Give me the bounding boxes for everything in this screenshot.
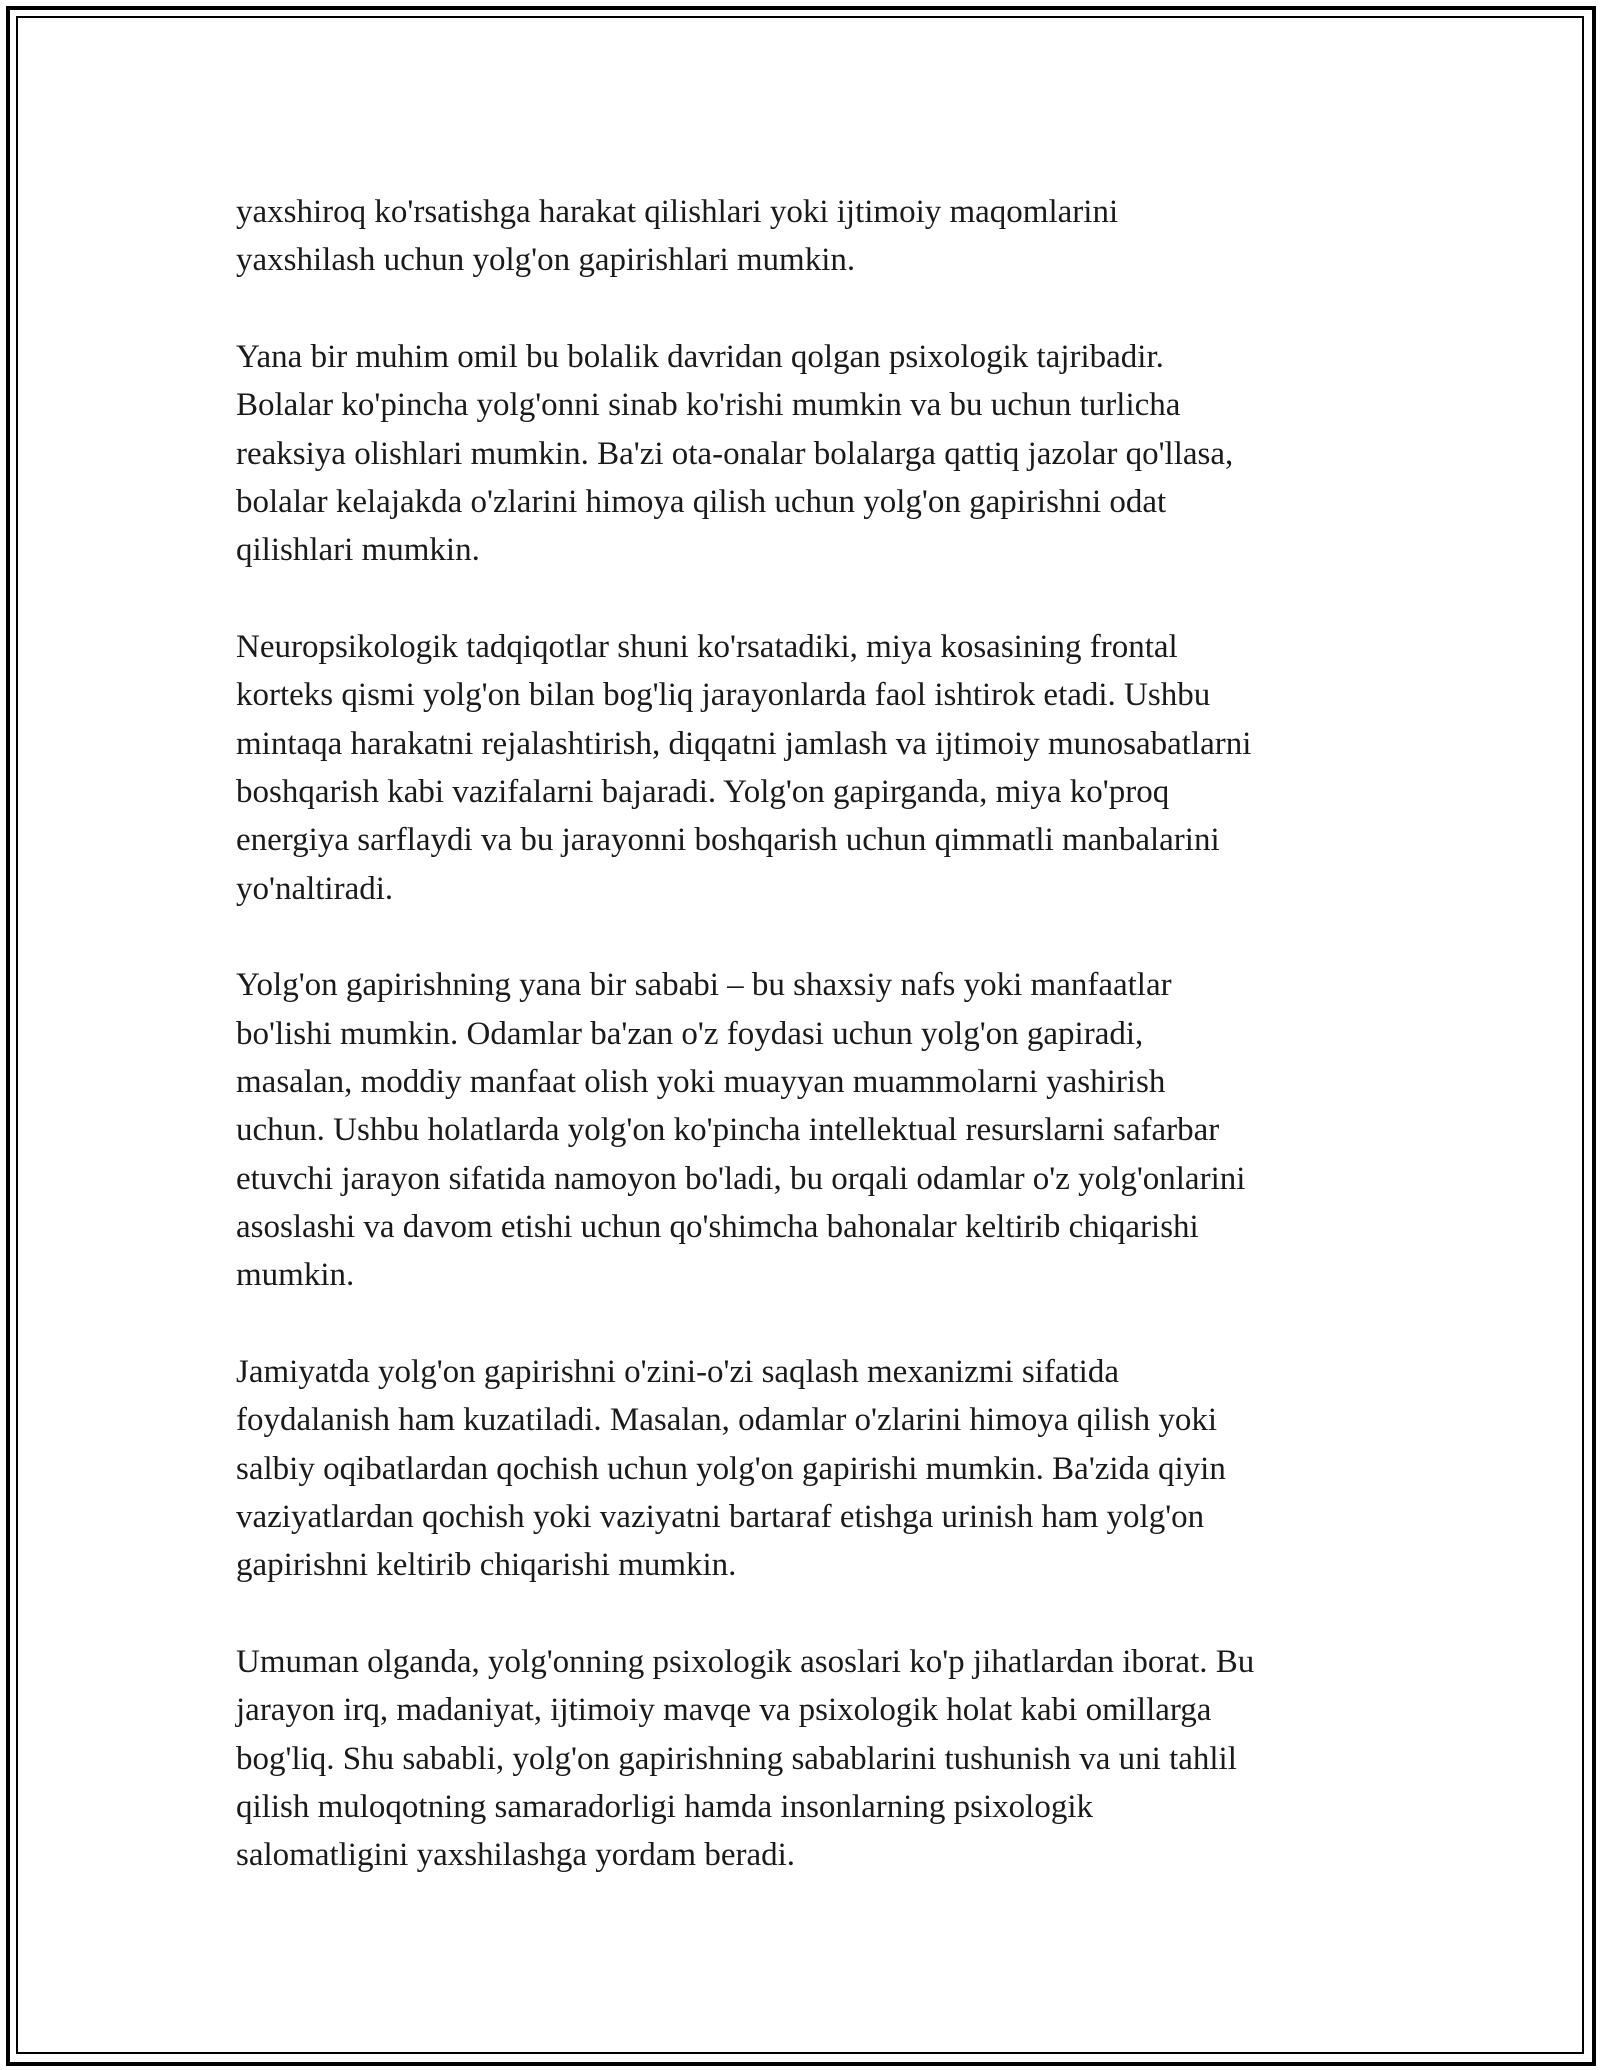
paragraph: Jamiyatda yolg'on gapirishni o'zini-o'zi saqlash mexanizmi sifatida foydalanish ham kuzatiladi. Masalan, odamlar o'zlarini himoya qilish yoki salbiy oqibatlardan qochish uchun yolg'on gapirishi mumkin. Ba'zida qiyin vaziyatlardan qochish yoki vaziyatni bartaraf etishga urinish ham yolg'on gapirishni keltirib chiqarishi mumkin. bbox=[236, 1353, 1226, 1584]
paragraph: yaxshiroq ko'rsatishga harakat qilishlari yoki ijtimoiy maqomlarini yaxshilash uchun yolg'on gapirishlari mumkin. bbox=[236, 194, 1119, 279]
paragraph: Yana bir muhim omil bu bolalik davridan qolgan psixologik tajribadir. Bolalar ko'pincha yolg'onni sinab ko'rishi mumkin va bu uchun turlicha reaksiya olishlari mumkin. Ba'zi ota-onalar bolalarga qattiq jazolar qo'llasa, bolalar kelajakda o'zlarini himoya qilish uchun yolg'on gapirishni odat qilishlari mumkin. bbox=[236, 339, 1234, 569]
paragraph: Yolg'on gapirishning yana bir sababi – bu shaxsiy nafs yoki manfaatlar bo'lishi mumkin. Odamlar ba'zan o'z foydasi uchun yolg'on gapiradi, masalan, moddiy manfaat olish yoki muayyan muammolarni yashirish uchun. Ushbu holatlarda yolg'on ko'pincha intellektual resurslarni safarbar etuvchi jarayon sifatida namoyon bo'ladi, bu orqali odamlar o'z yolg'onlarini asoslashi va davom etishi uchun qo'shimcha bahonalar keltirib chiqarishi mumkin. bbox=[236, 967, 1246, 1294]
paragraph: Neuropsikologik tadqiqotlar shuni ko'rsatadiki, miya kosasining frontal korteks qismi yolg'on bilan bog'liq jarayonlarda faol ishtirok etadi. Ushbu mintaqa harakatni rejalashtirish, diqqatni jamlash va ijtimoiy munosabatlarni boshqarish kabi vazifalarni bajaradi. Yolg'on gapirganda, miya ko'proq energiya sarflaydi va bu jarayonni boshqarish uchun qimmatli manbalarini yo'naltiradi. bbox=[236, 629, 1252, 907]
document-body bbox=[236, 188, 1386, 1879]
paragraph: Umuman olganda, yolg'onning psixologik asoslari ko'p jihatlardan iborat. Bu jarayon irq, madaniyat, ijtimoiy mavqe va psixologik holat kabi omillarga bog'liq. Shu sababli, yolg'on gapirishning sabablarini tushunish va uni tahlil qilish muloqotning samaradorligi hamda insonlarning psixologik salomatligini yaxshilashga yordam beradi. bbox=[236, 1643, 1255, 1874]
